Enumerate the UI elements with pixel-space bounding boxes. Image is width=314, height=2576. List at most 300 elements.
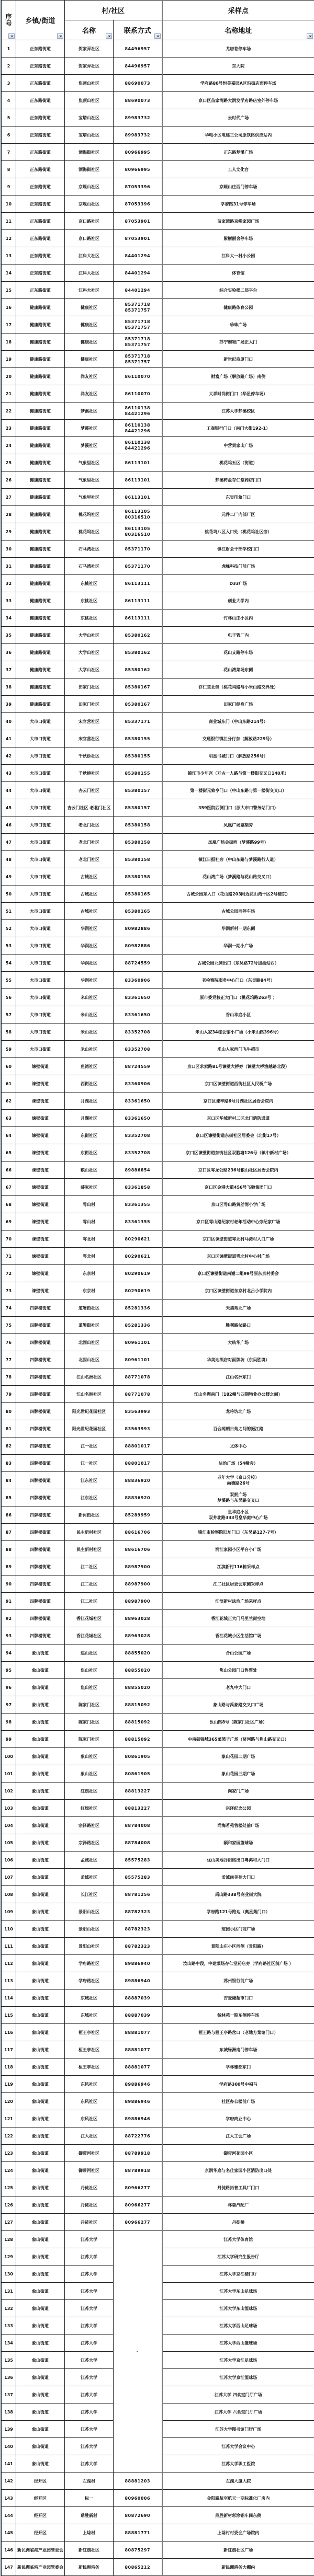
cell-seq: 29 — [2, 523, 16, 540]
cell-community: 北固山社区 — [65, 1351, 114, 1368]
cell-seq: 6 — [2, 126, 16, 144]
cell-seq: 55 — [2, 972, 16, 989]
cell-phone: 83361355 — [114, 1196, 162, 1213]
cell-town: 象山街道 — [16, 2024, 65, 2041]
cell-town: 健康路街道 — [16, 678, 65, 696]
cell-community: 孟诚社区 — [65, 1869, 114, 1886]
cell-community: 江苏大学 — [65, 2231, 114, 2248]
cell-phone: 88887039 — [114, 1990, 162, 2007]
cell-phone: 80290619 — [114, 1282, 162, 1300]
cell-seq: 121 — [2, 2110, 16, 2128]
cell-site: 江苏大学图书馆门厅广场 — [162, 2421, 314, 2438]
cell-site: 创业大学内 — [162, 592, 314, 610]
cell-site: 合山公园广场 — [162, 1644, 314, 1662]
table-row — [2, 196, 314, 213]
cell-community: 江苏大学 — [65, 2300, 114, 2317]
table-row — [2, 2214, 314, 2231]
table-row — [2, 1230, 314, 1248]
table-row — [2, 1041, 314, 1058]
cell-town: 象山街道 — [16, 1886, 65, 1903]
cell-seq: 56 — [2, 989, 16, 1006]
cell-phone: 89983732 — [114, 109, 162, 126]
cell-town: 大市口街道 — [16, 765, 65, 782]
cell-seq: 91 — [2, 1593, 16, 1610]
table-row — [2, 58, 314, 75]
cell-seq: 60 — [2, 1058, 16, 1075]
cell-seq: 89 — [2, 1558, 16, 1576]
cell-town: 象山街道 — [16, 2231, 65, 2248]
cell-seq: 117 — [2, 2041, 16, 2058]
cell-site: 汝山路8号（陈家门社区广场） — [162, 1714, 314, 1731]
table-row — [2, 1420, 314, 1438]
cell-seq: 136 — [2, 2369, 16, 2386]
cell-site: 梦溪转盘存仁堂药店门口 — [162, 472, 314, 489]
cell-seq: 78 — [2, 1368, 16, 1386]
cell-site: 江苏大学东山篮球场 — [162, 2300, 314, 2317]
cell-seq: 118 — [2, 2058, 16, 2076]
cell-site: 江苏大学东山足球场 — [162, 2283, 314, 2300]
cell-town: 正东路街道 — [16, 247, 65, 264]
cell-community: 气象里社区 — [65, 454, 114, 472]
cell-town: 象山街道 — [16, 1679, 65, 1696]
cell-seq: 108 — [2, 1886, 16, 1903]
cell-phone: 85380165 — [114, 886, 162, 903]
cell-town: 象山街道 — [16, 2283, 65, 2300]
cell-town: 象山街道 — [16, 2214, 65, 2231]
cell-site: 苗家湾路京岘家园广场 — [162, 213, 314, 230]
cell-community: 宋官营社区 — [65, 730, 114, 748]
cell-phone: 83361355 — [114, 1213, 162, 1230]
cell-site: 江苏大学研究生报告厅 — [162, 2248, 314, 2266]
cell-town: 象山街道 — [16, 2145, 65, 2162]
cell-site: 江大工会广场 — [162, 2128, 314, 2145]
table-row — [2, 540, 314, 558]
cell-community: 御带河社区 — [65, 2145, 114, 2162]
cell-phone: 88813227 — [114, 1800, 162, 1817]
cell-town: 正东路街道 — [16, 75, 65, 92]
cell-town: 象山街道 — [16, 1748, 65, 1765]
cell-town: 象山街道 — [16, 2300, 65, 2317]
cell-seq: 126 — [2, 2196, 16, 2214]
cell-community: 江苏大学 — [65, 2317, 114, 2334]
cell-seq: 52 — [2, 920, 16, 937]
cell-community: 江苏大学 — [65, 2266, 114, 2283]
cell-seq: 92 — [2, 1610, 16, 1627]
cell-town: 大市口街道 — [16, 920, 65, 937]
cell-site: 京口区谏壁街道东街社区居委会（北街17号） — [162, 1127, 314, 1144]
cell-town: 四牌楼街道 — [16, 1317, 65, 1334]
cell-town: 象山街道 — [16, 1662, 65, 1679]
cell-site: 古城公园北侧出口（东吴路72号加油站西） — [162, 954, 314, 972]
cell-town: 新民洲临港产业园管委会 — [16, 2559, 65, 2576]
cell-town: 谏壁街道 — [16, 1110, 65, 1127]
cell-seq: 135 — [2, 2352, 16, 2369]
cell-town: 象山街道 — [16, 2438, 65, 2455]
cell-phone: 85337171 — [114, 713, 162, 730]
cell-phone: 85289959 — [114, 1506, 162, 1524]
cell-phone: 88881077 — [114, 2058, 162, 2076]
cell-town: 正东路街道 — [16, 161, 65, 178]
table-row — [2, 472, 314, 489]
table-row — [2, 1300, 314, 1317]
cell-community: 千秋桥社区 — [65, 765, 114, 782]
cell-town: 大市口街道 — [16, 834, 65, 851]
cell-town: 谏壁街道 — [16, 1248, 65, 1265]
cell-phone: 88782323 — [114, 1920, 162, 1938]
cell-community: 新河街社区 — [65, 1506, 114, 1524]
cell-community: 华润社区 — [65, 937, 114, 954]
cell-seq: 21 — [2, 385, 16, 402]
cell-phone: 80861905 — [114, 1748, 162, 1765]
cell-seq: 93 — [2, 1627, 16, 1644]
cell-seq: 102 — [2, 1782, 16, 1800]
cell-site: 京口区雩山路纪家村老年活动中心旁纪家广场 — [162, 1213, 314, 1230]
cell-community: 阳光世纪花园社区 — [65, 1403, 114, 1420]
cell-site: 体育馆 — [162, 264, 314, 282]
cell-town: 四牌楼街道 — [16, 1300, 65, 1317]
cell-seq: 107 — [2, 1869, 16, 1886]
cell-site: 京口区谏壁街道西街社区人民桥广场 — [162, 1075, 314, 1092]
cell-seq: 106 — [2, 1852, 16, 1869]
cell-town: 健康路街道 — [16, 592, 65, 610]
cell-community: 贺家弄社区 — [65, 58, 114, 75]
cell-site: 江苏大学梦溪校区 — [162, 402, 314, 420]
cell-site: 竹林山庄小区内 — [162, 610, 314, 627]
cell-seq: 75 — [2, 1317, 16, 1334]
cell-town: 象山街道 — [16, 2334, 65, 2352]
cell-phone: 84496957 — [114, 58, 162, 75]
cell-town: 大市口街道 — [16, 799, 65, 816]
cell-community: 江科大社区 — [65, 264, 114, 282]
cell-site: 华润新村一期东侧 — [162, 920, 314, 937]
cell-seq: 96 — [2, 1679, 16, 1696]
cell-seq: 134 — [2, 2334, 16, 2352]
cell-community: 江科大社区 — [65, 282, 114, 299]
table-row — [2, 2145, 314, 2162]
cell-town: 象山街道 — [16, 2352, 65, 2369]
cell-site: 京口区谏壁街道南谢二组99号原东京村委会 — [162, 1265, 314, 1282]
cell-seq: 143 — [2, 2490, 16, 2507]
cell-community: 健康社区 — [65, 351, 114, 368]
cell-community: 老北门社区 — [65, 851, 114, 868]
table-row — [2, 1817, 314, 1834]
table-row — [2, 489, 314, 506]
cell-site: 正东路梦溪广场 — [162, 144, 314, 161]
cell-phone: 80960006 — [114, 2490, 162, 2507]
table-row — [2, 1265, 314, 1282]
cell-town: 大市口街道 — [16, 713, 65, 730]
table-row — [2, 816, 314, 834]
cell-community: 古城社区 — [65, 903, 114, 920]
cell-phone: 88789918 — [114, 2162, 162, 2179]
cell-phone: 88813227 — [114, 1782, 162, 1800]
cell-town: 健康路街道 — [16, 351, 65, 368]
table-row — [2, 1903, 314, 1920]
cell-community: 桓王亭社区 — [65, 2058, 114, 2076]
filter-dropdown-town[interactable] — [57, 33, 63, 39]
cell-community: 桃花坞社区 — [65, 523, 114, 540]
header-sampling-group — [162, 1, 314, 20]
cell-community: 民主新村社区 — [65, 1524, 114, 1541]
filter-dropdown-site[interactable] — [307, 33, 313, 39]
cell-community: 千秋桥社区 — [65, 748, 114, 765]
cell-community: 红旗社区 — [65, 1782, 114, 1800]
cell-town: 正东路街道 — [16, 144, 65, 161]
cell-town: 谏壁街道 — [16, 1213, 65, 1230]
cell-community: 贺家弄社区 — [65, 40, 114, 58]
table-row — [2, 1334, 314, 1351]
cell-community: 健康社区 — [65, 334, 114, 351]
cell-seq: 59 — [2, 1041, 16, 1058]
filter-dropdown-contact[interactable] — [154, 33, 161, 39]
cell-phone: 89886946 — [114, 2110, 162, 2128]
cell-town: 健康路街道 — [16, 334, 65, 351]
cell-phone: 86110138 84421296 — [114, 437, 162, 454]
cell-phone: 88801017 — [114, 1438, 162, 1455]
cell-town: 健康路街道 — [16, 385, 65, 402]
cell-site: 学府路121号路边（奥星苑门口） — [162, 1903, 314, 1920]
cell-site: 桓王路与桓王亭路岔口（老地方菜馆门口） — [162, 2024, 314, 2041]
cell-town: 四牌楼街道 — [16, 1593, 65, 1610]
cell-site: 江山名洲南门（182幢与四期物业办公楼之间） — [162, 1386, 314, 1403]
cell-seq: 82 — [2, 1438, 16, 1455]
cell-town: 象山街道 — [16, 1903, 65, 1920]
filter-dropdown-community[interactable] — [106, 33, 112, 39]
cell-community: 新民洲港务 — [65, 2559, 114, 2576]
table-row — [2, 644, 314, 661]
cell-community: 景阳山社区 — [65, 1938, 114, 1955]
cell-community: 景阳山社区 — [65, 1903, 114, 1920]
table-row — [2, 1610, 314, 1627]
cell-town: 健康路街道 — [16, 627, 65, 644]
table-row — [2, 316, 314, 334]
cell-site: 新民洲港务大棚内 — [162, 2559, 314, 2576]
cell-town: 象山街道 — [16, 2404, 65, 2421]
cell-community: 西街社区 — [65, 1075, 114, 1092]
header-town-label: 乡镇/街道 — [26, 17, 55, 25]
cell-community: 米山社区 — [65, 1041, 114, 1058]
cell-site: 社区办公楼前广场 — [162, 2093, 314, 2110]
table-row — [2, 558, 314, 575]
cell-phone: 87053901 — [114, 230, 162, 247]
cell-community: 江山名洲社区 — [65, 1368, 114, 1386]
cell-town: 象山街道 — [16, 2248, 65, 2266]
cell-community: 江苏大学 — [65, 2248, 114, 2266]
cell-site: 学府路80号恒美嘉园A区沿街店面停车场 — [162, 75, 314, 92]
table-row — [2, 1852, 314, 1869]
cell-seq: 132 — [2, 2300, 16, 2317]
cell-site: 江苏大学会议中心 — [162, 2438, 314, 2455]
cell-community: 江东社区 — [65, 1489, 114, 1506]
cell-town: 健康路街道 — [16, 696, 65, 713]
table-row — [2, 1765, 314, 1782]
cell-phone: 80982886 — [114, 937, 162, 954]
table-row — [2, 299, 314, 316]
cell-town: 正东路街道 — [16, 282, 65, 299]
cell-site: 京口区谏壁街道雩北村中心村广场 — [162, 1248, 314, 1265]
cell-community: 健康社区 — [65, 316, 114, 334]
cell-site: 翰林苑一期东侧停车场 — [162, 2007, 314, 2024]
cell-community: 大学山社区 — [65, 644, 114, 661]
cell-community: 华润社区 — [65, 972, 114, 989]
cell-phone: 85281336 — [114, 1317, 162, 1334]
cell-town: 正东路街道 — [16, 40, 65, 58]
table-row — [2, 1593, 314, 1610]
cell-site: 凤凰广场塞梨旁 — [162, 816, 314, 834]
cell-site: 双拥广场 梦溪路与东吴路交叉口 — [162, 1489, 314, 1506]
cell-community: 焦山社区 — [65, 1679, 114, 1696]
cell-seq: 120 — [2, 2093, 16, 2110]
cell-seq: 62 — [2, 1092, 16, 1110]
table-row — [2, 230, 314, 247]
cell-phone: 86113111 — [114, 575, 162, 592]
cell-phone: 80961101 — [114, 1351, 162, 1368]
table-row — [2, 2524, 314, 2542]
cell-community: 民主新村社区 — [65, 1541, 114, 1558]
cell-town: 健康路街道 — [16, 610, 65, 627]
header-seq-label: 序号 — [5, 14, 13, 27]
cell-site: 大统华广场 — [162, 1334, 314, 1351]
table-row — [2, 1920, 314, 1938]
cell-town: 大市口街道 — [16, 730, 65, 748]
table-row — [2, 592, 314, 610]
cell-site: 丹徒路拓普工具厂门口 — [162, 2179, 314, 2196]
table-row — [2, 109, 314, 126]
cell-community: 北固山社区 — [65, 1334, 114, 1351]
cell-town: 四牌楼街道 — [16, 1627, 65, 1644]
cell-seq: 22 — [2, 402, 16, 420]
cell-phone: 89886940 — [114, 1955, 162, 1972]
cell-town: 四牌楼街道 — [16, 1455, 65, 1472]
table-row — [2, 2076, 314, 2093]
cell-seq: 50 — [2, 886, 16, 903]
cell-phone: 85380157 — [114, 782, 162, 799]
cell-site: 米山人家西门飞牛超市 — [162, 1041, 314, 1058]
cell-site: 香江花城正大门马里兰街空地 — [162, 1610, 314, 1627]
table-row — [2, 161, 314, 178]
cell-phone: 80966277 — [114, 2179, 162, 2196]
header-seq — [2, 1, 16, 40]
cell-seq: 85 — [2, 1489, 16, 1506]
table-row — [2, 1110, 314, 1127]
table-row — [2, 886, 314, 903]
cell-seq: 113 — [2, 1972, 16, 1990]
cell-seq: 83 — [2, 1455, 16, 1472]
cell-seq: 68 — [2, 1196, 16, 1213]
cell-town: 象山街道 — [16, 1920, 65, 1938]
cell-town: 谏壁街道 — [16, 1127, 65, 1144]
cell-site: 田家门健身广场 — [162, 696, 314, 713]
cell-site: 丹徒桥 — [162, 2214, 314, 2231]
cell-site: 华润一期小广场 — [162, 937, 314, 954]
cell-community: 宗泽路社区 — [65, 1817, 114, 1834]
cell-seq: 42 — [2, 748, 16, 765]
cell-community: 雩山村 — [65, 1213, 114, 1230]
cell-phone: 85371718 85371757 — [114, 351, 162, 368]
cell-phone: 88855020 — [114, 1679, 162, 1696]
cell-seq: 97 — [2, 1696, 16, 1714]
cell-seq: 13 — [2, 247, 16, 264]
cell-phone: 88771078 — [114, 1368, 162, 1386]
cell-site: 花山湾广场（梦溪路与花山路交叉口） — [162, 868, 314, 886]
cell-site: 京口区求索路81号谏壁大桥旁（谏壁大桥渔越路北段） — [162, 1058, 314, 1075]
table-row — [2, 368, 314, 385]
cell-site: 润江家园小区平台小广场 — [162, 1541, 314, 1558]
cell-site: 老检察院服务中心门口（东吴路84号） — [162, 972, 314, 989]
filter-dropdown-seq[interactable] — [8, 33, 15, 39]
cell-phone: 86113101 — [114, 489, 162, 506]
cell-town: 经开区 — [16, 2490, 65, 2507]
table-row — [2, 2128, 314, 2145]
cell-site: 珍珠广场 — [162, 316, 314, 334]
table-row — [2, 213, 314, 230]
table-row — [2, 1679, 314, 1696]
cell-seq: 53 — [2, 937, 16, 954]
cell-site: 京口区雩山路黄丝湾小学广场 — [162, 1196, 314, 1213]
cell-site: 财富广场（解放路广场）南侧 — [162, 368, 314, 385]
cell-seq: 71 — [2, 1248, 16, 1265]
cell-community: 上埝村 — [65, 2524, 114, 2542]
cell-seq: 27 — [2, 489, 16, 506]
cell-phone: 83360906 — [114, 1075, 162, 1092]
cell-phone: 85380165 — [114, 903, 162, 920]
table-row — [2, 1282, 314, 1300]
cell-community: 华润社区 — [65, 920, 114, 937]
cell-site: 交通银行镇江分行东（解放路229号） — [162, 730, 314, 748]
cell-phone: 88987900 — [114, 1558, 162, 1576]
cell-community: 红旗社区 — [65, 1800, 114, 1817]
cell-seq: 40 — [2, 713, 16, 730]
cell-community: 粮山社区 — [65, 1162, 114, 1179]
cell-seq: 125 — [2, 2179, 16, 2196]
cell-seq: 147 — [2, 2559, 16, 2576]
table-row — [2, 2196, 314, 2214]
cell-seq: 58 — [2, 1024, 16, 1041]
cell-seq: 25 — [2, 454, 16, 472]
cell-phone: 88690073 — [114, 92, 162, 109]
table-row — [2, 903, 314, 920]
cell-community: 江苏大学 — [65, 2334, 114, 2352]
cell-community: 阳光世纪花园社区 — [65, 1420, 114, 1438]
cell-seq: 88 — [2, 1541, 16, 1558]
table-row — [2, 334, 314, 351]
table-row — [2, 868, 314, 886]
cell-seq: 124 — [2, 2162, 16, 2179]
cell-seq: 123 — [2, 2145, 16, 2162]
cell-seq: 73 — [2, 1282, 16, 1300]
cell-community: 东街社区 — [65, 1127, 114, 1144]
cell-town: 谏壁街道 — [16, 1075, 65, 1092]
cell-site: 颐和家园篮球场 — [162, 1834, 314, 1852]
cell-seq: 87 — [2, 1524, 16, 1541]
cell-seq: 99 — [2, 1731, 16, 1748]
cell-seq: 145 — [2, 2524, 16, 2542]
cell-phone: 83361650 — [114, 1092, 162, 1110]
cell-site: 孟诚尚美苑大门口 — [162, 1869, 314, 1886]
cell-site: 江苏大学京江篮球场 — [162, 2369, 314, 2386]
cell-seq: 84 — [2, 1472, 16, 1489]
cell-town: 健康路街道 — [16, 540, 65, 558]
cell-seq: 67 — [2, 1179, 16, 1196]
table-row — [2, 1938, 314, 1955]
cell-seq: 111 — [2, 1938, 16, 1955]
cell-town: 健康路街道 — [16, 454, 65, 472]
header-sampling-group-label: 采样点 — [228, 7, 249, 15]
cell-town: 大市口街道 — [16, 1041, 65, 1058]
cell-community: 京口路社区 — [65, 213, 114, 230]
cell-phone: 87053396 — [114, 196, 162, 213]
table-row — [2, 126, 314, 144]
